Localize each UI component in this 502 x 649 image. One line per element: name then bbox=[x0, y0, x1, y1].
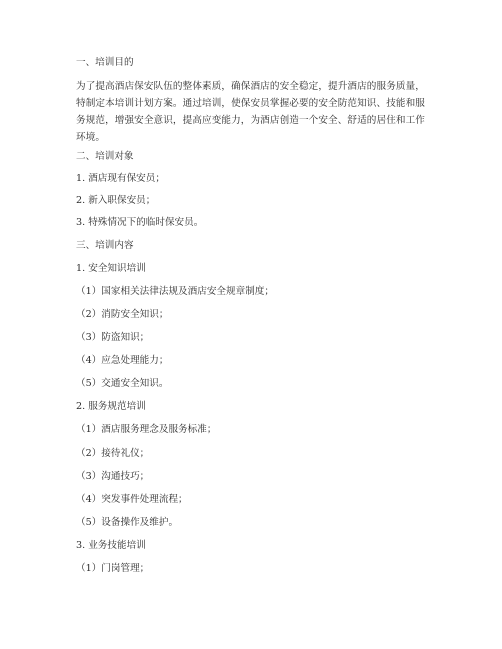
list-item: （1）国家相关法律法规及酒店安全规章制度； bbox=[76, 286, 274, 297]
list-item: （2）接待礼仪； bbox=[76, 448, 150, 459]
section-heading-audience: 二、培训对象 bbox=[76, 151, 134, 162]
paragraph-line: 务规范，增强安全意识，提高应变能力，为酒店创造一个安全、舒适的居住和工作 bbox=[76, 115, 425, 126]
list-item: （3）沟通技巧； bbox=[76, 471, 150, 482]
paragraph-line: 为了提高酒店保安队伍的整体素质，确保酒店的安全稳定，提升酒店的服务质量， bbox=[76, 81, 425, 92]
list-item: （3）防盗知识； bbox=[76, 332, 150, 343]
paragraph-line: 特制定本培训计划方案。通过培训，使保安员掌握必要的安全防范知识、技能和服 bbox=[76, 98, 425, 109]
list-item: 1. 酒店现有保安员； bbox=[76, 173, 165, 184]
list-item: 2. 新入职保安员； bbox=[76, 195, 156, 206]
list-item: 3. 特殊情况下的临时保安员。 bbox=[76, 217, 204, 228]
list-item: （4）应急处理能力； bbox=[76, 355, 169, 366]
list-item: （1）酒店服务理念及服务标准； bbox=[76, 424, 217, 435]
list-item: （2）消防安全知识； bbox=[76, 309, 169, 320]
subsection-title: 3. 业务技能培训 bbox=[76, 540, 146, 551]
paragraph-line: 环境。 bbox=[76, 132, 106, 143]
list-item: （5）设备操作及维护。 bbox=[76, 517, 179, 528]
list-item: （1）门岗管理； bbox=[76, 563, 150, 574]
subsection-title: 2. 服务规范培训 bbox=[76, 401, 146, 412]
list-item: （5）交通安全知识。 bbox=[76, 378, 169, 389]
purpose-paragraph bbox=[76, 80, 432, 148]
section-heading-purpose: 一、培训目的 bbox=[76, 57, 134, 68]
subsection-title: 1. 安全知识培训 bbox=[76, 263, 146, 274]
section-heading-content: 三、培训内容 bbox=[76, 240, 134, 251]
list-item: （4）突发事件处理流程； bbox=[76, 494, 188, 505]
